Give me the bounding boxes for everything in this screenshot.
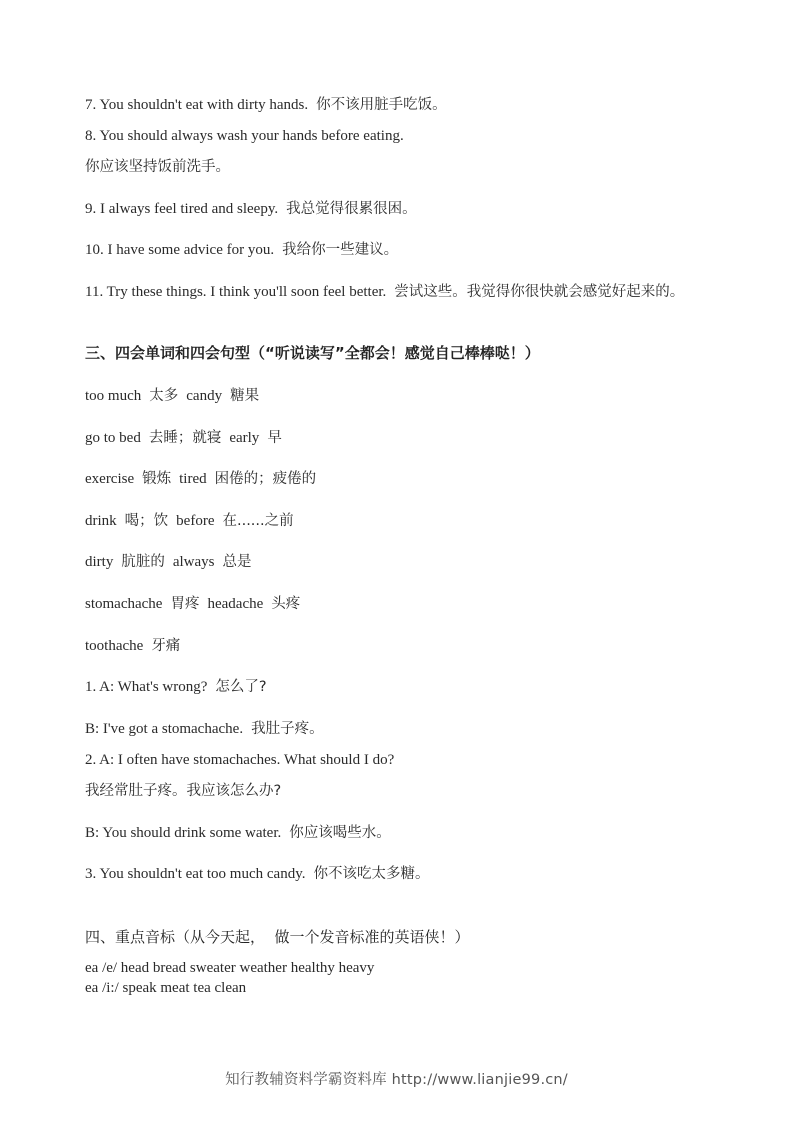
vocab-cn: 喝；饮 (124, 513, 169, 529)
vocab-en: early (229, 430, 260, 446)
sentence-en: 7. You shouldn't eat with dirty hands. (85, 97, 309, 113)
vocab-cn: 在......之前 (222, 513, 294, 529)
section-3-heading: 三、四会单词和四会句型（“听说读写”全都会！感觉自己棒棒哒！） (85, 344, 540, 362)
vocab-row (85, 594, 300, 614)
vocab-cn: 困倦的；疲倦的 (214, 471, 317, 487)
vocab-en: stomachache (85, 596, 163, 612)
dialog-2b (85, 823, 391, 843)
sentence-cn: 我经常肚子疼。我应该怎么办? (85, 783, 282, 799)
sentence-cn: 你不该用脏手吃饭。 (316, 97, 447, 113)
vocab-en: before (176, 513, 215, 529)
vocab-row (85, 552, 252, 572)
vocab-en: exercise (85, 471, 135, 487)
vocab-en: tired (179, 471, 207, 487)
sentence-7 (85, 95, 447, 115)
vocab-cn: 糖果 (230, 388, 260, 404)
sentence-en: 8. You should always wash your hands before eating. (85, 128, 404, 144)
sentence-cn: 你应该坚持饭前洗手。 (85, 159, 230, 175)
sentence-cn: 我肚子疼。 (251, 721, 324, 737)
vocab-cn: 早 (267, 430, 282, 446)
phonics-line: ea /i:/ speak meat tea clean (85, 980, 247, 996)
vocab-en: always (172, 554, 215, 570)
sentence-en: 2. A: I often have stomachaches. What should I do? (85, 752, 395, 768)
sentence-cn: 怎么了? (215, 679, 267, 695)
sentence-cn: 你应该喝些水。 (289, 825, 391, 841)
vocab-cn: 锻炼 (142, 471, 172, 487)
sentence-en: 1. A: What's wrong? (85, 679, 208, 695)
sentence-8 (85, 126, 404, 146)
sentence-en: B: You should drink some water. (85, 825, 282, 841)
sentence-cn: 尝试这些。我觉得你很快就会感觉好起来的。 (394, 284, 685, 300)
vocab-row (85, 469, 316, 489)
vocab-en: drink (85, 513, 117, 529)
vocab-cn: 牙痛 (151, 638, 181, 654)
sentence-en: B: I've got a stomachache. (85, 721, 244, 737)
vocab-en: go to bed (85, 430, 141, 446)
sentence-8-translation (85, 157, 230, 177)
vocab-cn: 太多 (149, 388, 179, 404)
vocab-row (85, 511, 294, 531)
sentence-9 (85, 199, 417, 219)
sentence-en: 9. I always feel tired and sleepy. (85, 201, 279, 217)
vocab-en: headache (207, 596, 264, 612)
vocab-cn: 肮脏的 (121, 554, 165, 570)
sentence-en: 3. You shouldn't eat too much candy. (85, 866, 306, 882)
dialog-1b (85, 719, 324, 739)
vocab-cn: 总是 (222, 554, 252, 570)
sentence-3 (85, 864, 429, 884)
phonics-line: ea /e/ head bread sweater weather healthy heavy (85, 960, 375, 976)
vocab-en: too much (85, 388, 142, 404)
vocab-en: dirty (85, 554, 114, 570)
section-4-heading: 四、重点音标（从今天起， 做一个发音标准的英语侠！） (85, 928, 470, 946)
sentence-cn: 你不该吃太多糖。 (313, 866, 430, 882)
vocab-row (85, 428, 282, 448)
vocab-cn: 去睡；就寝 (148, 430, 222, 446)
dialog-2a (85, 750, 394, 770)
sentence-en: 10. I have some advice for you. (85, 242, 275, 258)
dialog-1a (85, 677, 267, 697)
vocab-en: toothache (85, 638, 144, 654)
vocab-cn: 头疼 (271, 596, 301, 612)
vocab-row (85, 386, 259, 406)
sentence-cn: 我给你一些建议。 (282, 242, 399, 258)
sentence-cn: 我总觉得很累很困。 (286, 201, 417, 217)
footer-watermark: 知行教辅资料学霸资料库 http://www.lianjie99.cn/ (225, 1072, 568, 1088)
sentence-11 (85, 282, 684, 302)
sentence-en: 11. Try these things. I think you'll soon feel better. (85, 284, 387, 300)
vocab-en: candy (186, 388, 223, 404)
sentence-10 (85, 240, 398, 260)
vocab-row (85, 636, 180, 656)
vocab-cn: 胃疼 (170, 596, 200, 612)
dialog-2a-translation (85, 781, 281, 801)
